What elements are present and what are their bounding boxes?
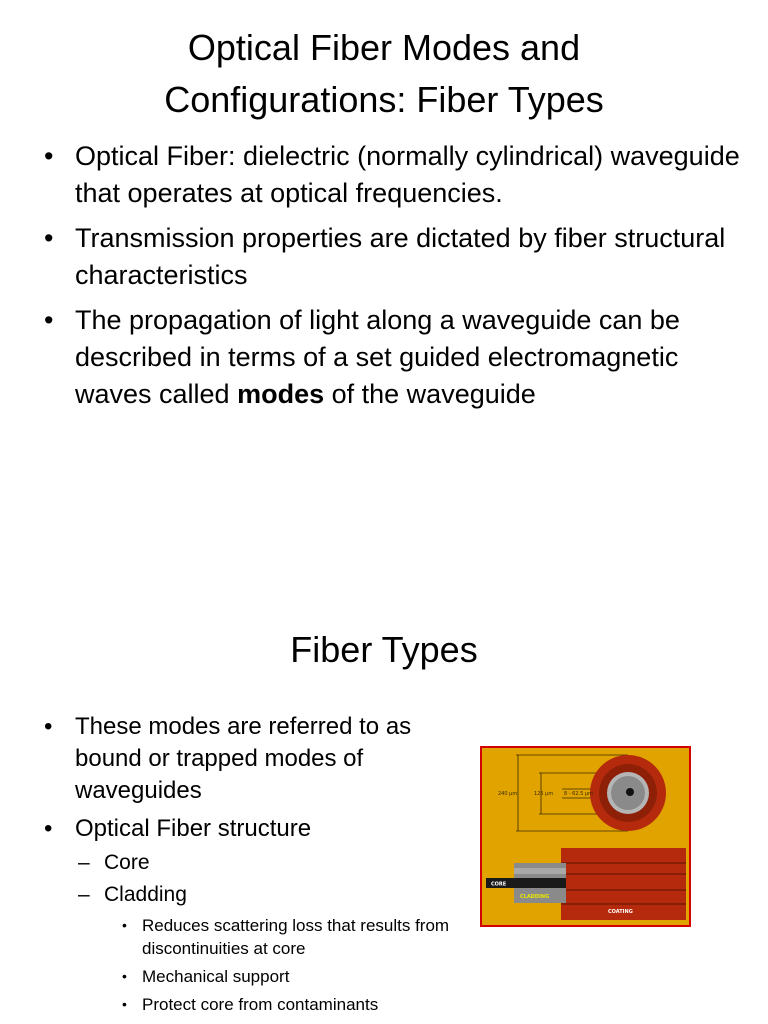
cladding-item: • Mechanical support bbox=[104, 965, 460, 988]
outer-diameter-label: 240 µm bbox=[498, 791, 518, 797]
slide1-bullet-list bbox=[40, 138, 740, 421]
sub-item-core: – Core bbox=[75, 849, 460, 877]
slide2-bullet-list bbox=[40, 711, 460, 1022]
slide2-bullet: • These modes are referred to as bound or trapped modes of waveguides bbox=[40, 711, 460, 807]
slide1-bullet bbox=[40, 302, 740, 413]
slide1-bullet: • Transmission properties are dictated by fiber structural characteristics bbox=[40, 220, 740, 294]
cladding-item: • Reduces scattering loss that results from discontinuities at core bbox=[104, 914, 460, 960]
bullet-text: of the waveguide bbox=[324, 379, 536, 409]
fiber-diagram bbox=[482, 748, 689, 925]
sub-item-text: Cladding bbox=[104, 883, 187, 906]
cladding-item: • Protect core from contaminants bbox=[104, 993, 460, 1016]
bullet-text: Optical Fiber structure bbox=[75, 815, 312, 842]
coating-label: COATING bbox=[608, 909, 633, 915]
slide2-bullet bbox=[40, 813, 460, 1016]
middle-diameter-label: 125 µm bbox=[534, 791, 554, 797]
core-label: CORE bbox=[491, 881, 507, 888]
bullet-text: The propagation of light along a waveguide can be described in terms of a set guided electromagnetic waves called bbox=[75, 305, 680, 409]
cladding-label: CLADDING bbox=[520, 894, 550, 900]
slide2-title: Fiber Types bbox=[290, 629, 478, 670]
cladding-sublist bbox=[104, 914, 460, 1016]
fiber-structure-figure bbox=[480, 746, 691, 927]
slide1-title bbox=[60, 22, 708, 126]
slide1-bullet: • Optical Fiber: dielectric (normally cylindrical) waveguide that operates at optical frequencies. bbox=[40, 138, 740, 212]
bold-term: modes bbox=[237, 379, 325, 409]
inner-diameter-label: 8 - 62.5 µm bbox=[564, 791, 593, 797]
sub-item-cladding bbox=[75, 881, 460, 1016]
core-dot bbox=[626, 788, 634, 796]
slide1-title-line2: Configurations: Fiber Types bbox=[164, 79, 604, 120]
slide1-title-line1: Optical Fiber Modes and bbox=[187, 27, 581, 68]
structure-sublist bbox=[75, 849, 460, 1016]
